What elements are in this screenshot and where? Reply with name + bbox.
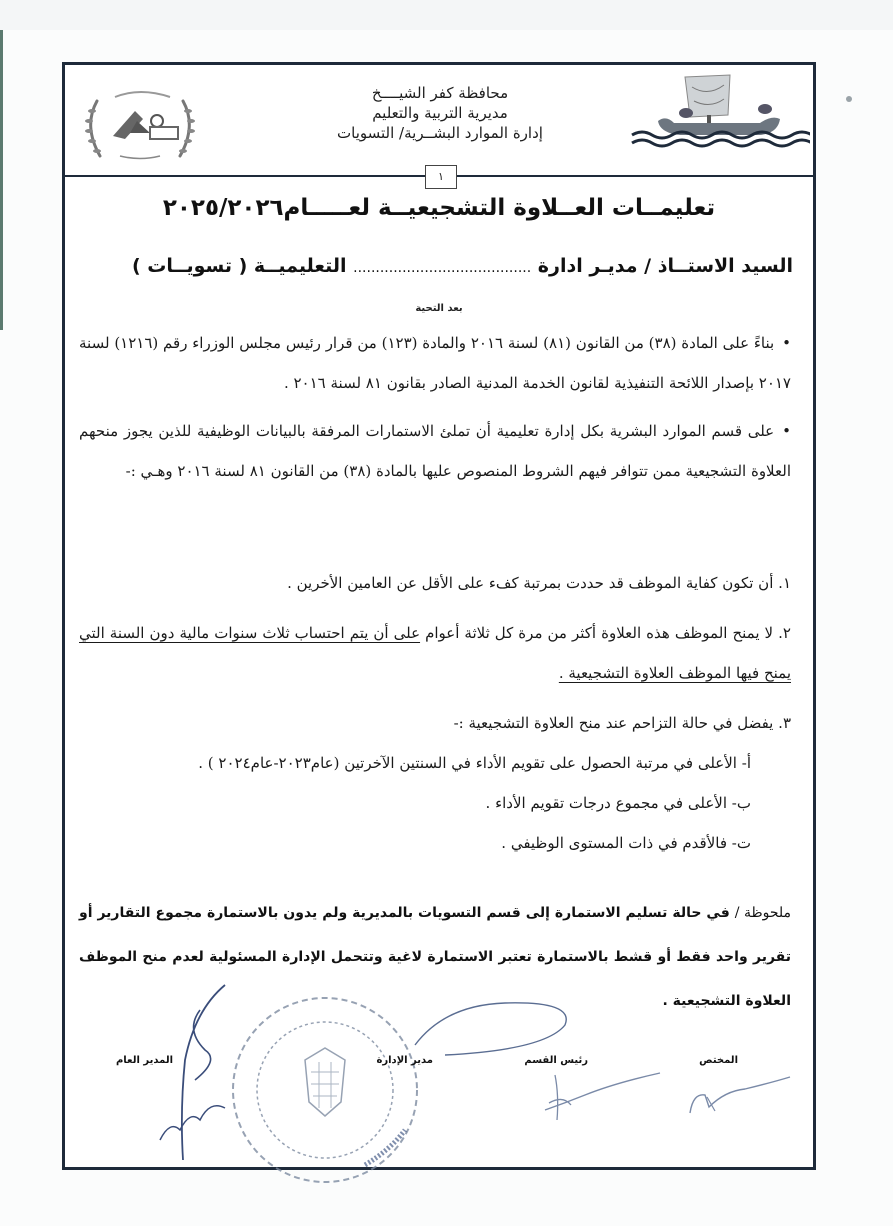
addressee-prefix: السيد الاستــاذ / مديـر ادارة — [537, 255, 793, 277]
condition-number: ٣. — [778, 714, 791, 732]
governorate-name: محافظة كفر الشيــــخ — [371, 84, 509, 102]
preference-letter: ت- — [731, 834, 751, 852]
condition-text: أن تكون كفاية الموظف قد حددت بمرتبة كفء على الأقل عن العامين الأخرين . — [287, 574, 774, 592]
signature-label-section-head: رئيس القسم — [524, 1055, 588, 1066]
note-label: ملحوظة / — [734, 905, 792, 921]
condition-number: ٢. — [778, 624, 791, 642]
specialist-signature — [685, 1073, 795, 1123]
admin-director-signature — [405, 995, 585, 1065]
scan-speck — [846, 96, 852, 102]
signature-label-admin-director: مدير الإدارة — [376, 1055, 433, 1066]
preference-item — [79, 743, 791, 783]
paragraph-text: على قسم الموارد البشرية بكل إدارة تعليمية أن تملئ الاستمارات المرفقة بالبيانات الوظيفية للذين يجوز منحهم العلاوة التشجيعية ممن تتوافر فيهم الشروط المنصوص عليها بالمادة (٣٨) من القانون ٨١ لسنة ٢٠١٦ وهـي :- — [79, 422, 791, 480]
paragraph-hr-instruction — [79, 411, 791, 491]
scan-edge — [0, 30, 3, 330]
condition-text-underlined: على أن يتم احتساب ثلاث سنوات مالية دون السنة التي يمنح فيها الموظف العلاوة التشجيعية . — [79, 624, 791, 682]
conditions-list — [79, 563, 791, 863]
preference-text: فالأقدم في ذات المستوى الوظيفي . — [501, 834, 728, 852]
intro-paragraphs — [79, 323, 791, 491]
document-title: تعليمــات العــلاوة التشجيعيــة لعـــــام٢٠٢٥/٢٠٢٦ — [162, 195, 716, 221]
condition-item — [79, 703, 791, 743]
greeting: بعد التحية — [415, 303, 463, 314]
education-directorate-logo — [75, 81, 205, 171]
condition-item — [79, 613, 791, 693]
paragraph-text: بناءً على المادة (٣٨) من القانون (٨١) لسنة ٢٠١٦ والمادة (١٢٣) من قرار رئيس مجلس الوزراء رقم (١٢١٦) لسنة ٢٠١٧ بإصدار اللائحة التنفيذية لقانون الخدمة المدنية الصادر بقانون ٨١ لسنة ٢٠١٦ . — [79, 334, 791, 392]
preference-item — [79, 783, 791, 823]
page-number: ١ — [425, 165, 457, 189]
general-director-signature — [155, 980, 265, 1165]
directorate-name: مديرية التربية والتعليم — [372, 104, 508, 122]
document-frame — [62, 62, 816, 1170]
condition-number: ١. — [778, 574, 791, 592]
section-head-signature — [535, 1065, 665, 1125]
condition-text: لا يمنح الموظف هذه العلاوة أكثر من مرة كل ثلاثة أعوام — [425, 624, 774, 642]
condition-text: يفضل في حالة التزاحم عند منح العلاوة التشجيعية :- — [453, 714, 774, 732]
addressee-suffix: التعليميــة ( تسويــات ) — [131, 255, 347, 277]
department-name: إدارة الموارد البشــرية/ التسويات — [337, 124, 543, 142]
preference-letter: ب- — [731, 794, 751, 812]
signature-label-general-director: المدير العام — [115, 1055, 173, 1066]
preference-text: الأعلى في مجموع درجات تقويم الأداء . — [485, 794, 728, 812]
addressee-line — [85, 255, 793, 277]
note-text: في حالة تسليم الاستمارة إلى قسم التسويات بالمديرية ولم يدون بالاستمارة مجموع التقارير أو تقرير واحد فقط أو قشط بالاستمارة تعتبر الاستمارة لاغية وتتحمل الإدارة المسئولية لعدم منح الموظف العلاوة التشجيعية . — [79, 905, 791, 1009]
signature-label-specialist: المختص — [699, 1055, 738, 1066]
preference-letter: أ- — [741, 754, 751, 772]
addressee-blank: ........................................ — [353, 260, 532, 276]
governorate-boat-logo — [620, 73, 810, 153]
preference-item — [79, 823, 791, 863]
condition-item — [79, 563, 791, 603]
letterhead — [275, 83, 605, 143]
preference-text: الأعلى في مرتبة الحصول على تقويم الأداء في السنتين الآخرتين (عام٢٠٢٣-عام٢٠٢٤ ) . — [198, 754, 737, 772]
paragraph-legal-basis — [79, 323, 791, 403]
